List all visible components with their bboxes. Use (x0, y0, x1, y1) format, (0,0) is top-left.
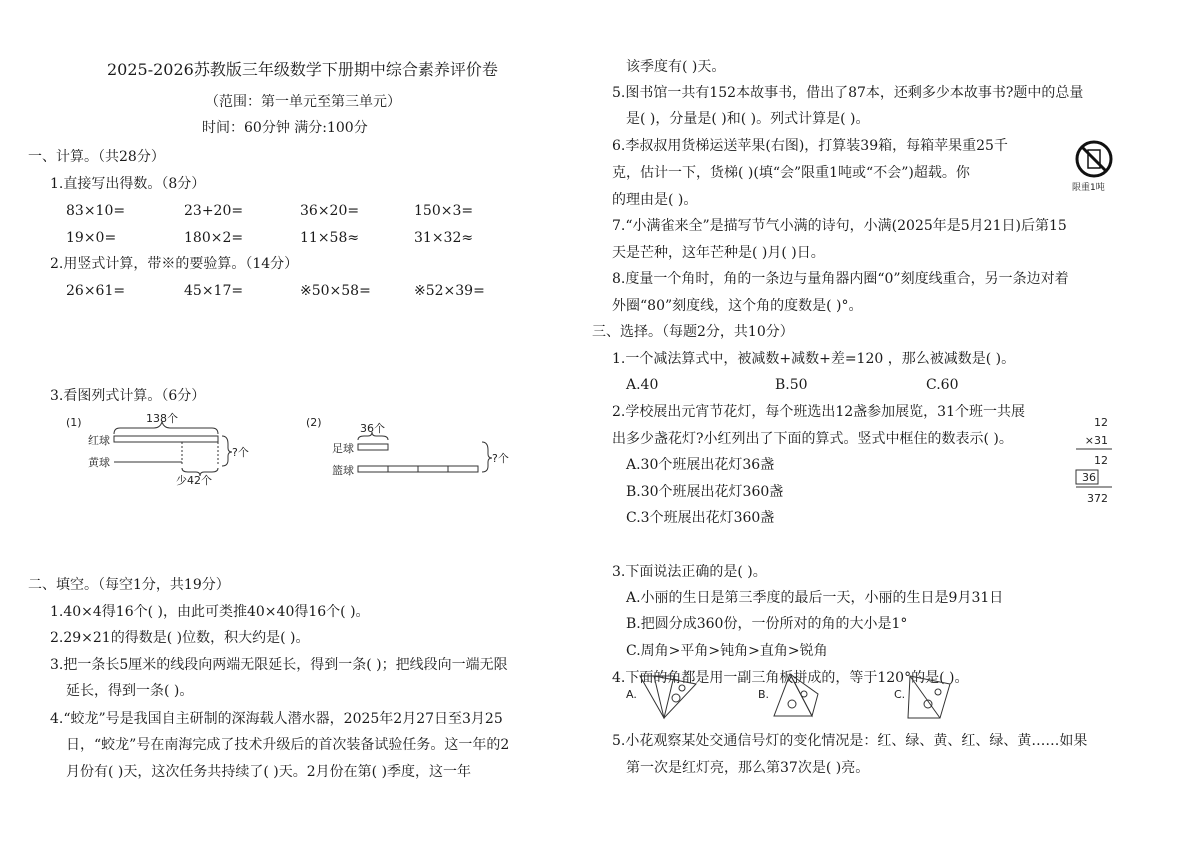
choice-option: B.把圆分成360份，一份所对的角的大小是1° (626, 616, 908, 632)
fill-line: 2.29×21的得数是( )位数，积大约是( )。 (50, 630, 310, 646)
bar-diagram-1 (66, 412, 249, 487)
label-yellow-ball: 黄球 (88, 456, 110, 469)
label-basketball: 篮球 (332, 464, 354, 477)
diagram1-number: (1) (66, 416, 82, 429)
fill-line: 该季度有( )天。 (626, 59, 726, 75)
label-football: 足球 (332, 442, 354, 455)
calc-item: 180×2= (184, 230, 244, 246)
choice-question: 出多少盏花灯?小红列出了下面的算式。竖式中框住的数表示( )。 (612, 431, 1013, 447)
calc-item: 36×20= (300, 203, 360, 219)
fill-line: 8.度量一个角时，角的一条边与量角器内圈“0”刻度线重合，另一条边对着 (612, 271, 1069, 287)
q2-label: 2.用竖式计算，带※的要验算。（14分） (50, 256, 299, 272)
vm-row3: 12 (1094, 454, 1108, 467)
fill-line: 外圈“80”刻度线，这个角的度数是( )°。 (612, 298, 863, 314)
vm-row2: ×31 (1084, 434, 1108, 447)
choice-option: C.60 (926, 377, 959, 393)
vertical-calc-item: ※50×58= (300, 283, 371, 299)
calc-item: 23+20= (184, 203, 244, 219)
calc-item: 31×32≈ (414, 230, 474, 246)
fill-line: 4.“蛟龙”号是我国自主研制的深海载人潜水器，2025年2月27日至3月25 (50, 711, 503, 727)
choice-option: A.小丽的生日是第三季度的最后一天，小丽的生日是9月31日 (626, 590, 1004, 606)
choice-option: A.30个班展出花灯36盏 (626, 457, 775, 473)
no-overweight-sign-icon (1074, 139, 1114, 179)
fill-line: 克，估计一下，货梯( )(填“会”限重1吨或“不会”)超载。你 (612, 165, 970, 181)
choice-question: 1.一个减法算式中，被减数+减数+差=120 ，那么被减数是( )。 (612, 351, 1016, 367)
vm-row4: 36 (1082, 471, 1096, 484)
bar-diagram-2 (306, 412, 526, 480)
fill-line: 1.40×4得16个( )，由此可类推40×40得16个( )。 (50, 604, 370, 620)
calc-item: 83×10= (66, 203, 126, 219)
vm-row5: 372 (1087, 492, 1108, 505)
choice-option: B.50 (775, 377, 808, 393)
fill-line: 天是芒种，这年芒种是( )月( )日。 (612, 245, 825, 261)
vm-row1: 12 (1094, 416, 1108, 429)
sign-label: 限重1吨 (1072, 183, 1105, 193)
label-138: 138个 (146, 412, 178, 425)
page-title: 2025-2026苏教版三年级数学下册期中综合素养评价卷 (107, 60, 498, 79)
vertical-calc-item: 45×17= (184, 283, 244, 299)
choice-question: 2.学校展出元宵节花灯，每个班选出12盏参加展览，31个班一共展 (612, 404, 1025, 420)
label-unknown: ?个 (492, 452, 509, 465)
exam-scope: （范围：第一单元至第三单元） (205, 94, 401, 110)
choice-option: B.30个班展出花灯360盏 (626, 484, 784, 500)
choice-option: C.3个班展出花灯360盏 (626, 510, 775, 526)
figure-b (758, 674, 818, 716)
fill-line: 是( )，分量是( )和( )。列式计算是( )。 (626, 111, 870, 127)
label-less-42: 少42个 (176, 474, 212, 487)
option-b-label: B. (758, 688, 770, 701)
fill-line: 6.李叔叔用货梯运送苹果(右图)，打算装39箱，每箱苹果重25千 (612, 138, 1008, 154)
section3-heading: 三、选择。（每题2分，共10分） (592, 324, 794, 340)
option-c-label: C. (894, 688, 906, 701)
football-bar (358, 444, 388, 450)
choice-question: 第一次是红灯亮，那么第37次是( )亮。 (626, 760, 870, 776)
vertical-multiplication (1072, 412, 1116, 508)
set-square-figures (624, 664, 964, 722)
fill-line: 3.把一条长5厘米的线段向两端无限延长，得到一条( )；把线段向一端无限 (50, 657, 508, 673)
calc-item: 19×0= (66, 230, 117, 246)
label-36: 36个 (360, 422, 385, 435)
choice-question: 4.下面的角都是用一副三角板拼成的，等于120°的是( )。 (612, 670, 969, 686)
q3-label: 3.看图列式计算。（6分） (50, 388, 206, 404)
figure-a (626, 676, 696, 718)
calc-item: 150×3= (414, 203, 474, 219)
label-unknown: ?个 (232, 446, 249, 459)
choice-option: A.40 (626, 377, 659, 393)
calc-item: 11×58≈ (300, 230, 360, 246)
choice-question: 3.下面说法正确的是( )。 (612, 564, 767, 580)
option-a-label: A. (626, 688, 637, 701)
q1-label: 1.直接写出得数。（8分） (50, 176, 206, 192)
fill-line: 的理由是( )。 (612, 192, 698, 208)
vertical-calc-item: 26×61= (66, 283, 126, 299)
exam-time-score: 时间：60分钟 满分:100分 (202, 120, 368, 136)
fill-line: 7.“小满雀来全”是描写节气小满的诗句，小满(2025年是5月21日)后第15 (612, 218, 1067, 234)
fill-line: 日，“蛟龙”号在南海完成了技术升级后的首次装备试验任务。这一年的2 (66, 737, 510, 753)
red-bar (114, 436, 218, 442)
choice-option: C.周角>平角>钝角>直角>锐角 (626, 643, 828, 659)
section2-heading: 二、填空。（每空1分，共19分） (28, 577, 230, 593)
fill-line: 5.图书馆一共有152本故事书，借出了87本，还剩多少本故事书?题中的总量 (612, 85, 1084, 101)
section1-heading: 一、计算。（共28分） (28, 149, 165, 165)
label-red-ball: 红球 (88, 434, 110, 447)
vertical-calc-item: ※52×39= (414, 283, 485, 299)
fill-line: 延长，得到一条( )。 (66, 683, 194, 699)
diagram2-number: (2) (306, 416, 322, 429)
choice-question: 5.小花观察某处交通信号灯的变化情况是：红、绿、黄、红、绿、黄……如果 (612, 733, 1088, 749)
fill-line: 月份有( )天，这次任务共持续了( )天。2月份在第( )季度，这一年 (66, 764, 472, 780)
figure-c (894, 676, 950, 718)
